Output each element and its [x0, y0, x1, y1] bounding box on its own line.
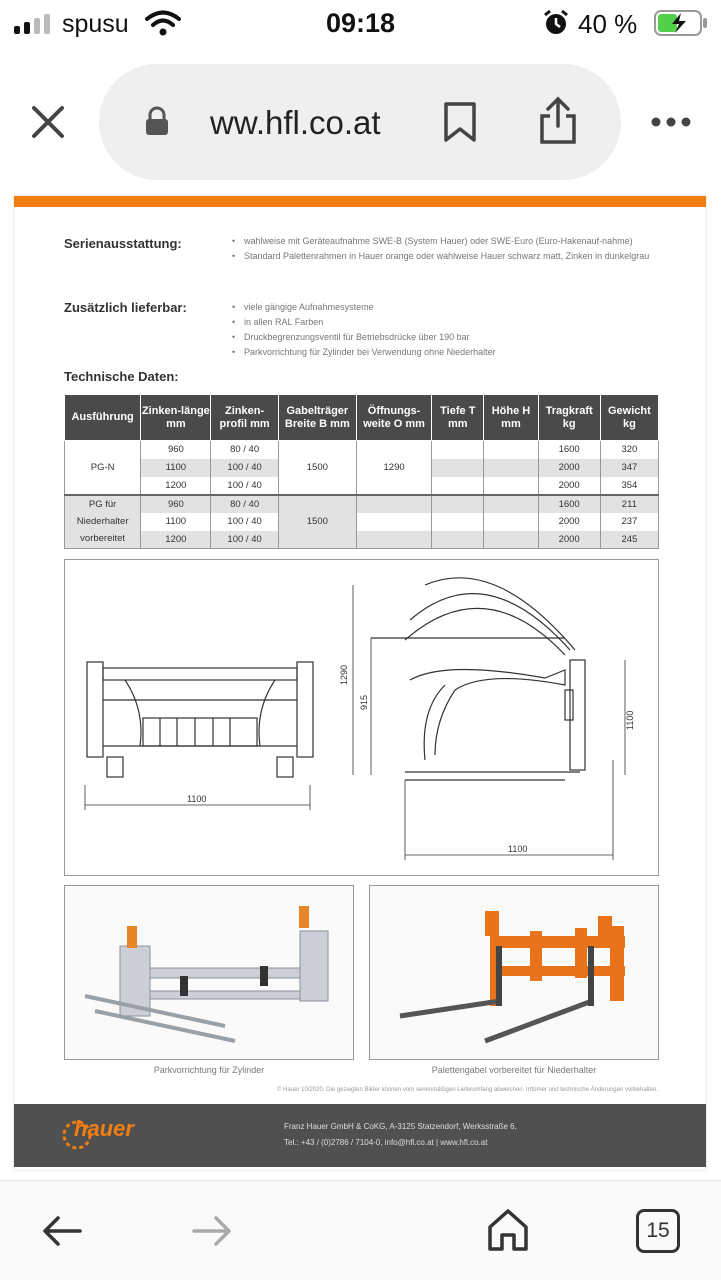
clock: 09:18	[325, 8, 396, 38]
url-text[interactable]: ww.hfl.co.at	[210, 104, 381, 141]
column-header: Tiefe T mm	[432, 395, 484, 441]
table-row	[65, 441, 659, 459]
table-cell: 211	[600, 495, 658, 513]
table-cell: 1500	[278, 441, 356, 495]
serien-list	[232, 234, 672, 264]
close-icon[interactable]	[30, 104, 66, 140]
table-cell: 237	[600, 513, 658, 531]
more-icon[interactable]	[650, 116, 692, 128]
carrier-name: spusu	[62, 10, 129, 38]
alarm-icon	[543, 9, 569, 37]
table-cell: 245	[600, 531, 658, 549]
table-cell: 1600	[538, 495, 600, 513]
footer-contact: Tel.: +43 / (0)2786 / 7104-0, info@hfl.co.at | www.hfl.co.at	[284, 1138, 488, 1147]
column-header: Gewicht kg	[600, 395, 658, 441]
table-cell	[356, 531, 431, 549]
doc-footer	[14, 1104, 706, 1167]
dimension-label: 915	[359, 694, 369, 710]
table-cell	[356, 513, 431, 531]
table-cell: 80 / 40	[211, 441, 278, 459]
dimension-label: 1290	[339, 664, 349, 685]
dimension-label: 1100	[508, 844, 528, 854]
spec-table	[64, 394, 659, 549]
column-header: Zinken-länge mm	[141, 395, 211, 441]
copyright-note: © Hauer 10/2020. Die gezeigten Bilder können vom serienmäßigen Lieferumfang abweichen. Irrtümer und technische Änderungen vorbehalten.	[277, 1087, 658, 1093]
model-name-line: vorbereitet	[80, 533, 126, 545]
table-cell: 2000	[538, 477, 600, 495]
table-cell	[484, 459, 538, 477]
list-item: • wahlweise mit Geräteaufnahme SWE-B (System Hauer) oder SWE-Euro (Euro-Hakenauf-nahme)	[232, 234, 672, 249]
table-cell	[484, 495, 538, 513]
table-cell: 1500	[278, 495, 356, 549]
bookmark-icon[interactable]	[443, 101, 477, 143]
technical-drawing	[64, 559, 659, 876]
caption-right: Palettengabel vorbereitet für Niederhalter	[431, 1065, 597, 1075]
accent-bar	[14, 196, 706, 207]
table-cell	[432, 513, 484, 531]
table-cell: 1200	[141, 531, 211, 549]
table-cell: 100 / 40	[211, 531, 278, 549]
list-item: • Parkvorrichtung für Zylinder bei Verwendung ohne Niederhalter	[232, 345, 672, 360]
pallet-fork-grey-image	[65, 886, 353, 1059]
model-name-line: PG für	[88, 499, 117, 511]
table-cell: 100 / 40	[211, 513, 278, 531]
drawing-svg	[65, 560, 658, 875]
table-cell	[432, 441, 484, 459]
table-cell: 1100	[141, 513, 211, 531]
table-cell	[432, 495, 484, 513]
back-arrow-icon[interactable]	[42, 1215, 82, 1247]
column-header: Zinken-profil mm	[211, 395, 278, 441]
tech-heading: Technische Daten:	[64, 369, 179, 384]
table-row	[65, 531, 659, 549]
table-row	[65, 495, 659, 513]
table-cell: 80 / 40	[211, 495, 278, 513]
table-cell	[432, 459, 484, 477]
dimension-label: 1100	[187, 794, 207, 804]
column-header: Ausführung	[65, 395, 141, 441]
hauer-logo-text: hauer	[74, 1116, 134, 1141]
table-cell: 1600	[538, 441, 600, 459]
table-cell	[484, 477, 538, 495]
column-header: Höhe H mm	[484, 395, 538, 441]
serien-heading: Serienausstattung:	[64, 236, 182, 251]
table-cell: 1200	[141, 477, 211, 495]
browser-bottom-bar	[0, 1180, 721, 1280]
status-bar	[0, 0, 721, 48]
footer-address: Franz Hauer GmbH & CoKG, A-3125 Statzendorf, Werksstraße 6,	[284, 1122, 517, 1131]
table-cell: 320	[600, 441, 658, 459]
zusatz-heading: Zusätzlich lieferbar:	[64, 300, 187, 315]
list-item: • Standard Palettenrahmen in Hauer orange oder wahlweise Hauer schwarz matt, Zinken in dunkelgrau	[232, 249, 672, 264]
list-item: • Druckbegrenzungsventil für Betriebsdrücke über 190 bar	[232, 330, 672, 345]
table-cell: 100 / 40	[211, 459, 278, 477]
list-item: • in allen RAL Farben	[232, 315, 672, 330]
table-cell: 100 / 40	[211, 477, 278, 495]
column-header: Tragkraft kg	[538, 395, 600, 441]
model-cell: PG-N	[65, 441, 141, 495]
table-cell	[356, 495, 431, 513]
pallet-fork-orange-image	[370, 886, 658, 1059]
table-cell: 1290	[356, 441, 431, 495]
table-cell: 960	[141, 495, 211, 513]
column-header: Gabelträger Breite B mm	[278, 395, 356, 441]
table-cell: 2000	[538, 513, 600, 531]
table-cell: 354	[600, 477, 658, 495]
model-cell	[65, 495, 141, 549]
table-cell	[484, 441, 538, 459]
pdf-page	[14, 196, 706, 1170]
tabs-count: 15	[646, 1219, 670, 1242]
table-row	[65, 513, 659, 531]
forward-arrow-icon[interactable]	[192, 1215, 232, 1247]
model-name-line: Niederhalter	[76, 516, 129, 528]
lock-icon	[145, 106, 169, 136]
table-cell	[432, 477, 484, 495]
dimension-label: 1100	[625, 710, 635, 730]
zusatz-list	[232, 300, 672, 360]
table-cell: 2000	[538, 531, 600, 549]
column-header: Öffnungs-weite O mm	[356, 395, 431, 441]
table-cell	[432, 531, 484, 549]
table-cell: 960	[141, 441, 211, 459]
home-icon[interactable]	[486, 1207, 530, 1253]
battery-icon	[654, 10, 708, 36]
photo-parkvorrichtung	[64, 885, 354, 1060]
table-cell	[484, 513, 538, 531]
photo-palettengabel	[369, 885, 659, 1060]
table-header-row	[65, 395, 659, 441]
table-cell	[484, 531, 538, 549]
battery-percent: 40 %	[578, 9, 638, 39]
tabs-button[interactable]	[636, 1209, 680, 1253]
table-cell: 2000	[538, 459, 600, 477]
table-cell: 347	[600, 459, 658, 477]
share-icon[interactable]	[538, 96, 578, 146]
caption-left: Parkvorrichtung für Zylinder	[153, 1065, 265, 1075]
list-item: • viele gängige Aufnahmesysteme	[232, 300, 672, 315]
table-cell: 1100	[141, 459, 211, 477]
